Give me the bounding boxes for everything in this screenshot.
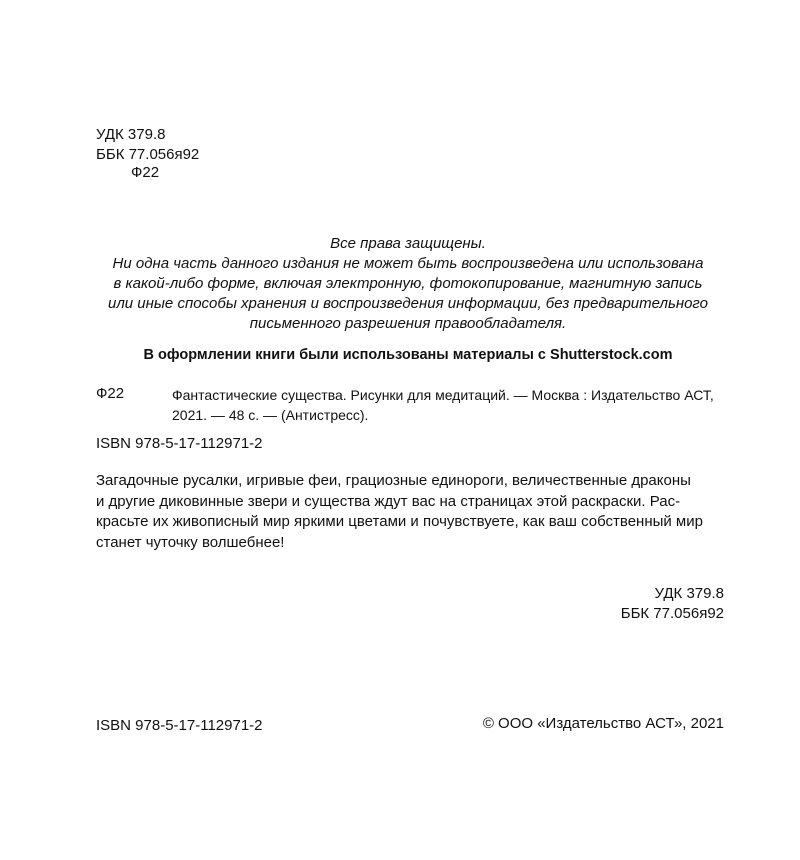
- book-summary: [96, 471, 736, 553]
- bbk-code-bottom: ББК 77.056я92: [620, 605, 724, 622]
- materials-notice: В оформлении книги были использованы материалы с Shutterstock.com: [143, 347, 673, 363]
- udk-code-top: УДК 379.8: [96, 126, 166, 143]
- rights-line: Все права защищены.: [330, 235, 486, 252]
- bbk-code-top: ББК 77.056я92: [96, 146, 200, 163]
- classification-bottom: [621, 584, 724, 624]
- summary-line: красьте их живописный мир яркими цветами и почувствуете, как ваш собственный мир: [96, 513, 703, 530]
- summary-line: и другие диковинные звери и существа ждут вас на страницах этой раскраски. Рас-: [96, 492, 681, 510]
- rights-notice: [88, 234, 728, 334]
- summary-line: Загадочные русалки, игривые феи, грациозные единороги, величественные драконы: [96, 472, 691, 489]
- catalog-entry-line: Фантастические существа. Рисунки для медитаций. — Москва : Издательство АСТ,: [172, 387, 714, 403]
- rights-line: в какой-либо форме, включая электронную, фотокопирование, магнитную запись: [113, 275, 703, 292]
- rights-line: Ни одна часть данного издания не может быть воспроизведена или использована: [112, 255, 704, 272]
- rights-line: письменного разрешения правообладателя.: [249, 315, 567, 332]
- rights-line: или иные способы хранения и воспроизведения информации, без предварительного: [107, 295, 708, 312]
- catalog-entry-code: Ф22: [96, 385, 125, 402]
- author-sign-top: Ф22: [131, 164, 160, 181]
- isbn-top: ISBN 978-5-17-112971-2: [96, 435, 263, 452]
- catalog-entry-text: [172, 385, 732, 425]
- isbn-footer: ISBN 978-5-17-112971-2: [96, 717, 263, 734]
- copyright-notice: © ООО «Издательство АСТ», 2021: [482, 715, 724, 732]
- udk-code-bottom: УДК 379.8: [654, 585, 724, 602]
- catalog-entry-line: 2021. — 48 с. — (Антистресс).: [172, 407, 369, 423]
- summary-line: станет чуточку волшебнее!: [96, 533, 285, 551]
